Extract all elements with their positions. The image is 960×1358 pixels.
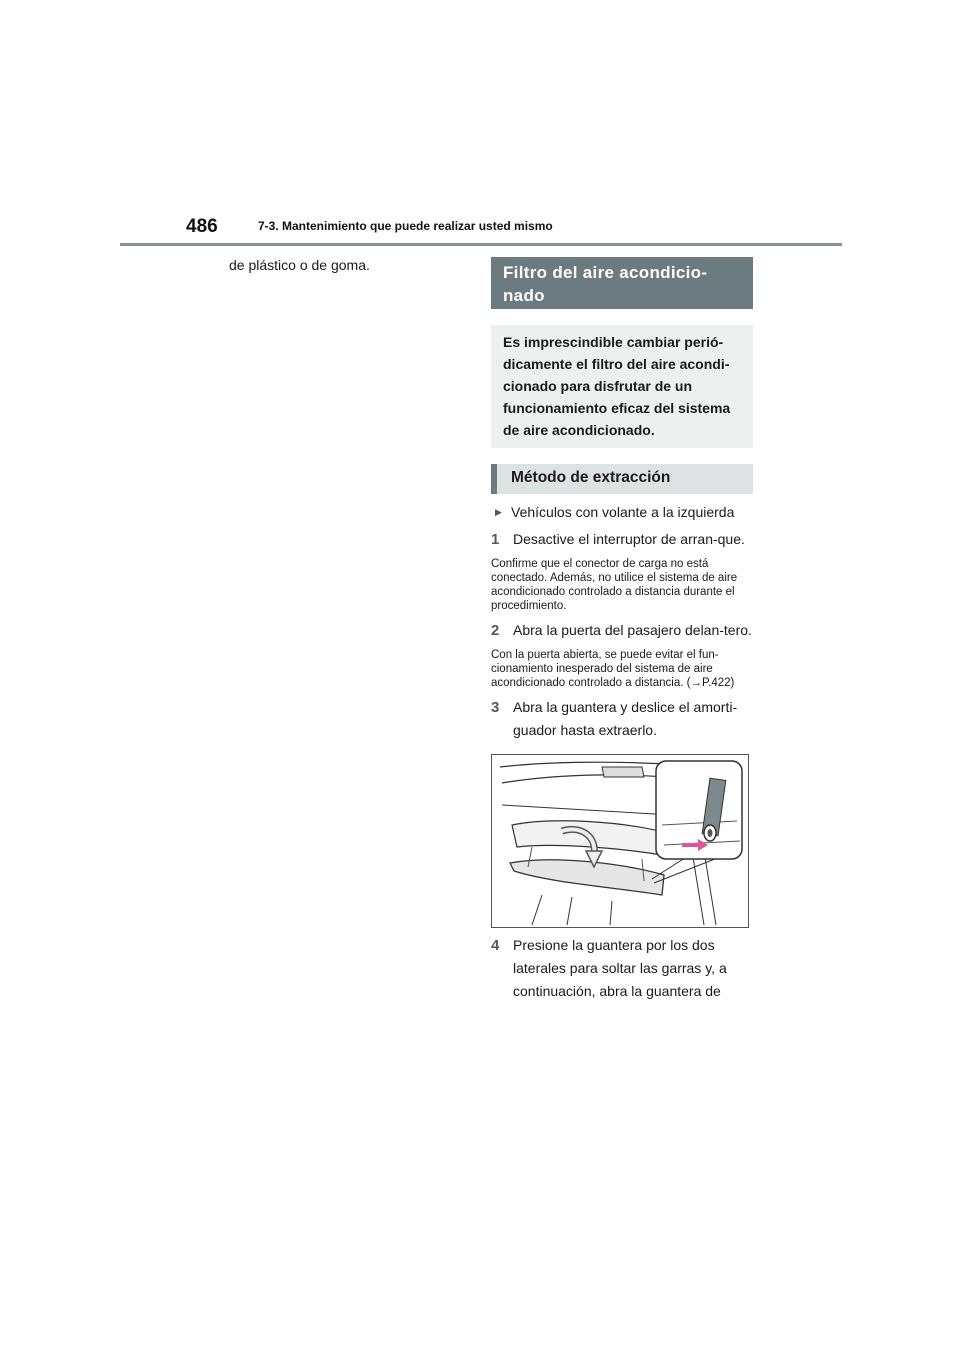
page-number: 486 [186, 216, 218, 237]
step-number: 2 [491, 622, 500, 639]
step-2 [491, 619, 753, 642]
glovebox-illustration [491, 754, 749, 928]
glovebox-drawing [492, 755, 748, 927]
step-number: 3 [491, 699, 500, 716]
step-3 [491, 696, 753, 742]
step-note: Confirme que el conector de carga no está conectado. Además, no utilice el sistema de aire acondicionado controlado a distancia durante el procedimiento. [491, 558, 738, 612]
step-4 [491, 934, 753, 1003]
continued-paragraph: de plástico o de goma. [229, 257, 370, 273]
step-text: Abra la guantera y deslice el amorti-guador hasta extraerlo. [513, 699, 738, 738]
subheading: Método de extracción [491, 464, 753, 494]
step-1 [491, 528, 753, 551]
section-title: Filtro del aire acondicio-nado [491, 257, 753, 309]
step-text: Desactive el interruptor de arran-que. [513, 531, 745, 547]
triangle-bullet-icon: ▶ [495, 507, 502, 517]
step-number: 1 [491, 531, 500, 548]
step-text: Abra la puerta del pasajero delan-tero. [513, 622, 752, 638]
section-intro: Es imprescindible cambiar perió-dicamente el filtro del aire acondi-cionado para disfrutar de un funcionamiento eficaz del sistema de aire acondicionado. [491, 325, 753, 448]
condition-text: Vehículos con volante a la izquierda [511, 504, 735, 520]
chapter-title: 7-3. Mantenimiento que puede realizar usted mismo [258, 219, 553, 233]
header-divider [120, 243, 842, 246]
step-text: Presione la guantera por los dos laterales para soltar las garras y, a continuación, abra la guantera de [513, 937, 727, 999]
step-note: Con la puerta abierta, se puede evitar el fun-cionamiento inesperado del sistema de aire acondicionado controlado a distancia. (→P.422) [491, 649, 735, 689]
condition-line [491, 502, 753, 522]
right-column [491, 257, 753, 1003]
step-number: 4 [491, 937, 500, 954]
